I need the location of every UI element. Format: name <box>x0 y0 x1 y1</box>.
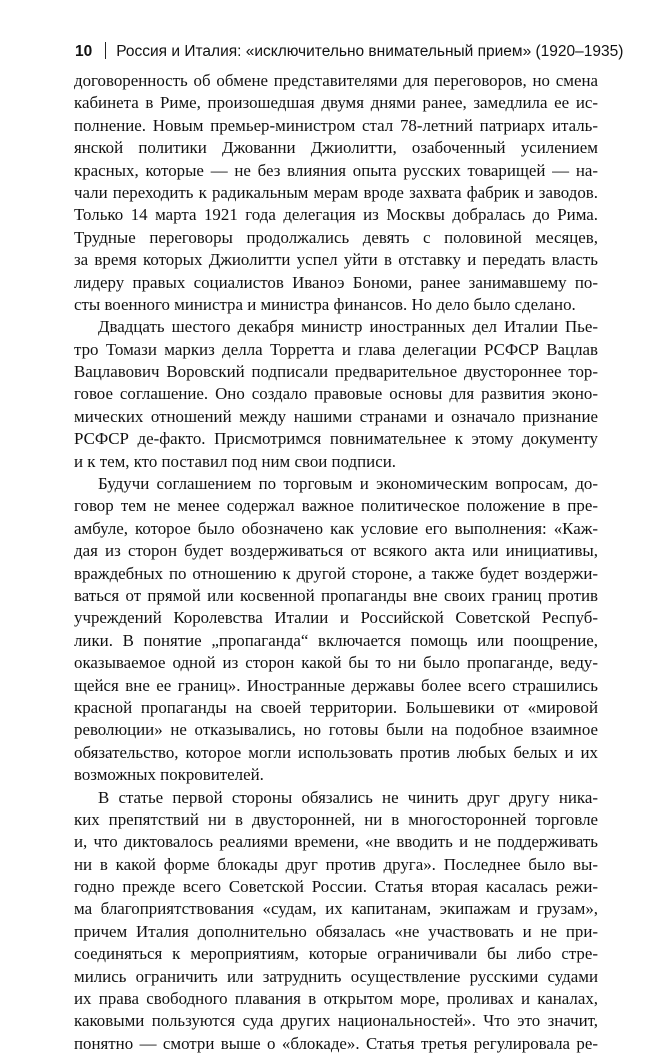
text-line: учреждений Королевства Италии и Российской Советской Респуб- <box>74 608 598 628</box>
text-line: революции» не отказывались, но готовы были на подобное взаимное <box>74 720 598 740</box>
text-line: Трудные переговоры продолжались девять с половиной месяцев, <box>74 227 598 247</box>
text-line: за время которых Джиолитти успел уйти в отставку и передать власть <box>74 250 598 270</box>
text-line: враждебных по отношению к другой стороне, а также будет воздержи- <box>74 563 598 583</box>
text-line: мились ограничить или затруднить осуществление русскими судами <box>74 966 598 986</box>
text-line: ни в какой форме блокады друг против друга». Последнее было вы- <box>74 854 598 874</box>
text-line: красных, которые — не без влияния опыта русских товарищей — на- <box>74 160 598 180</box>
text-line: понятно — смотри выше о «блокаде». Статья третья регулировала ре- <box>74 1033 598 1053</box>
text-line: мических отношений между нашими странами и означало признание <box>74 406 598 426</box>
text-line: каковыми пользуются суда других национальностей». Что это значит, <box>74 1011 598 1031</box>
page-number: 10 <box>75 43 93 60</box>
text-line: Только 14 марта 1921 года делегация из Москвы добралась до Рима. <box>74 205 598 225</box>
text-line: ма благоприятствования «судам, их капитанам, экипажам и грузам», <box>74 899 598 919</box>
text-line: ких препятствий ни в двусторонней, ни в многосторонней торговле <box>74 809 598 829</box>
text-line: Будучи соглашением по торговым и экономическим вопросам, до- <box>98 474 598 494</box>
text-line: полнение. Новым премьер-министром стал 78-летний патриарх италь- <box>74 115 598 135</box>
text-line: возможных покровителей. <box>74 765 264 785</box>
text-line: их права свободного плавания в открытом море, проливах и каналах, <box>74 989 598 1009</box>
text-line: РСФСР де-факто. Присмотримся повнимательнее к этому документу <box>74 429 598 449</box>
text-line: и к тем, кто поставил под ним свои подписи. <box>74 451 396 471</box>
text-line: Вацлавович Воровский подписали предварительное двустороннее тор- <box>74 362 598 382</box>
text-line: договоренность об обмене представителями для переговоров, но смена <box>74 71 598 90</box>
running-title: Россия и Италия: «исключительно внимательный прием» (1920–1935) <box>116 43 624 60</box>
text-line: щейся вне ее границ». Иностранные державы более всего страшились <box>74 675 598 695</box>
text-line: соединяться к мероприятиям, которые ограничивали бы либо стре- <box>74 944 598 964</box>
text-line: Двадцать шестого декабря министр иностранных дел Италии Пье- <box>98 317 598 337</box>
text-line: сты военного министра и министра финансов. Но дело было сделано. <box>74 294 576 314</box>
text-line: дая из сторон будет воздерживаться от всякого акта или инициативы, <box>74 541 598 561</box>
text-line: годно прежде всего Советской России. Статья вторая касалась режи- <box>74 877 598 897</box>
text-line: причем Италия дополнительно обязалась «не участвовать и не при- <box>74 921 598 941</box>
body-text <box>74 70 598 1055</box>
text-line: говое соглашение. Оно создало правовые основы для развития эконо- <box>74 384 598 404</box>
text-line: лики. В понятие „пропаганда“ включается помощь или поощрение, <box>74 630 598 650</box>
text-line: и, что диктовалось реалиями времени, «не вводить и не поддерживать <box>74 832 598 852</box>
text-line: оказываемое одной из сторон какой бы то ни было пропаганде, веду- <box>74 653 598 673</box>
text-line: красной пропаганды на своей территории. Большевики от «мировой <box>74 697 598 717</box>
running-header <box>75 40 624 64</box>
text-line: янской политики Джованни Джиолитти, озабоченный усилением <box>74 138 598 158</box>
text-line: тро Томази маркиз делла Торретта и глава делегации РСФСР Вацлав <box>74 339 598 359</box>
text-line: ваться от прямой или косвенной пропаганды вне своих границ против <box>74 585 598 605</box>
text-line: лидеру правых социалистов Иваноэ Бономи, ранее занимавшему по- <box>74 272 598 292</box>
text-line: чали переходить к радикальным мерам вроде захвата фабрик и заводов. <box>74 182 598 202</box>
text-line: В статье первой стороны обязались не чинить друг другу ника- <box>98 787 598 807</box>
text-line: кабинета в Риме, произошедшая двумя днями ранее, замедлила ее ис- <box>74 93 598 113</box>
text-line: амбуле, которое было обозначено как условие его выполнения: «Каж- <box>74 518 598 538</box>
header-divider <box>105 42 106 59</box>
text-line: говор тем не менее содержал важное политическое положение в пре- <box>74 496 598 516</box>
text-line: обязательство, которое могли использовать против любых белых и их <box>74 742 598 762</box>
